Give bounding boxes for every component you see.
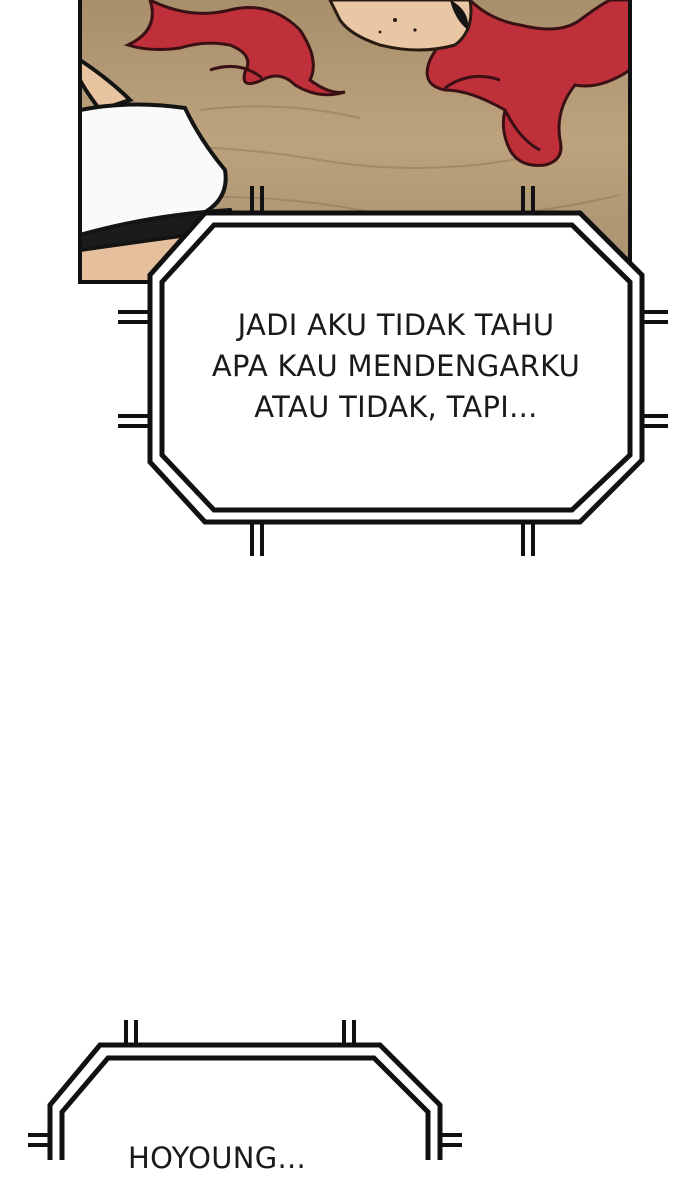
caption-1-line: JADI AKU TIDAK TAHU: [237, 308, 555, 342]
caption-2-text: [80, 1138, 410, 1179]
caption-2-line: HOYOUNG...: [128, 1141, 307, 1175]
caption-1-line: APA KAU MENDENGARKU: [211, 349, 581, 383]
caption-1-text: [176, 305, 616, 428]
caption-1-line: ATAU TIDAK, TAPI...: [254, 390, 538, 424]
